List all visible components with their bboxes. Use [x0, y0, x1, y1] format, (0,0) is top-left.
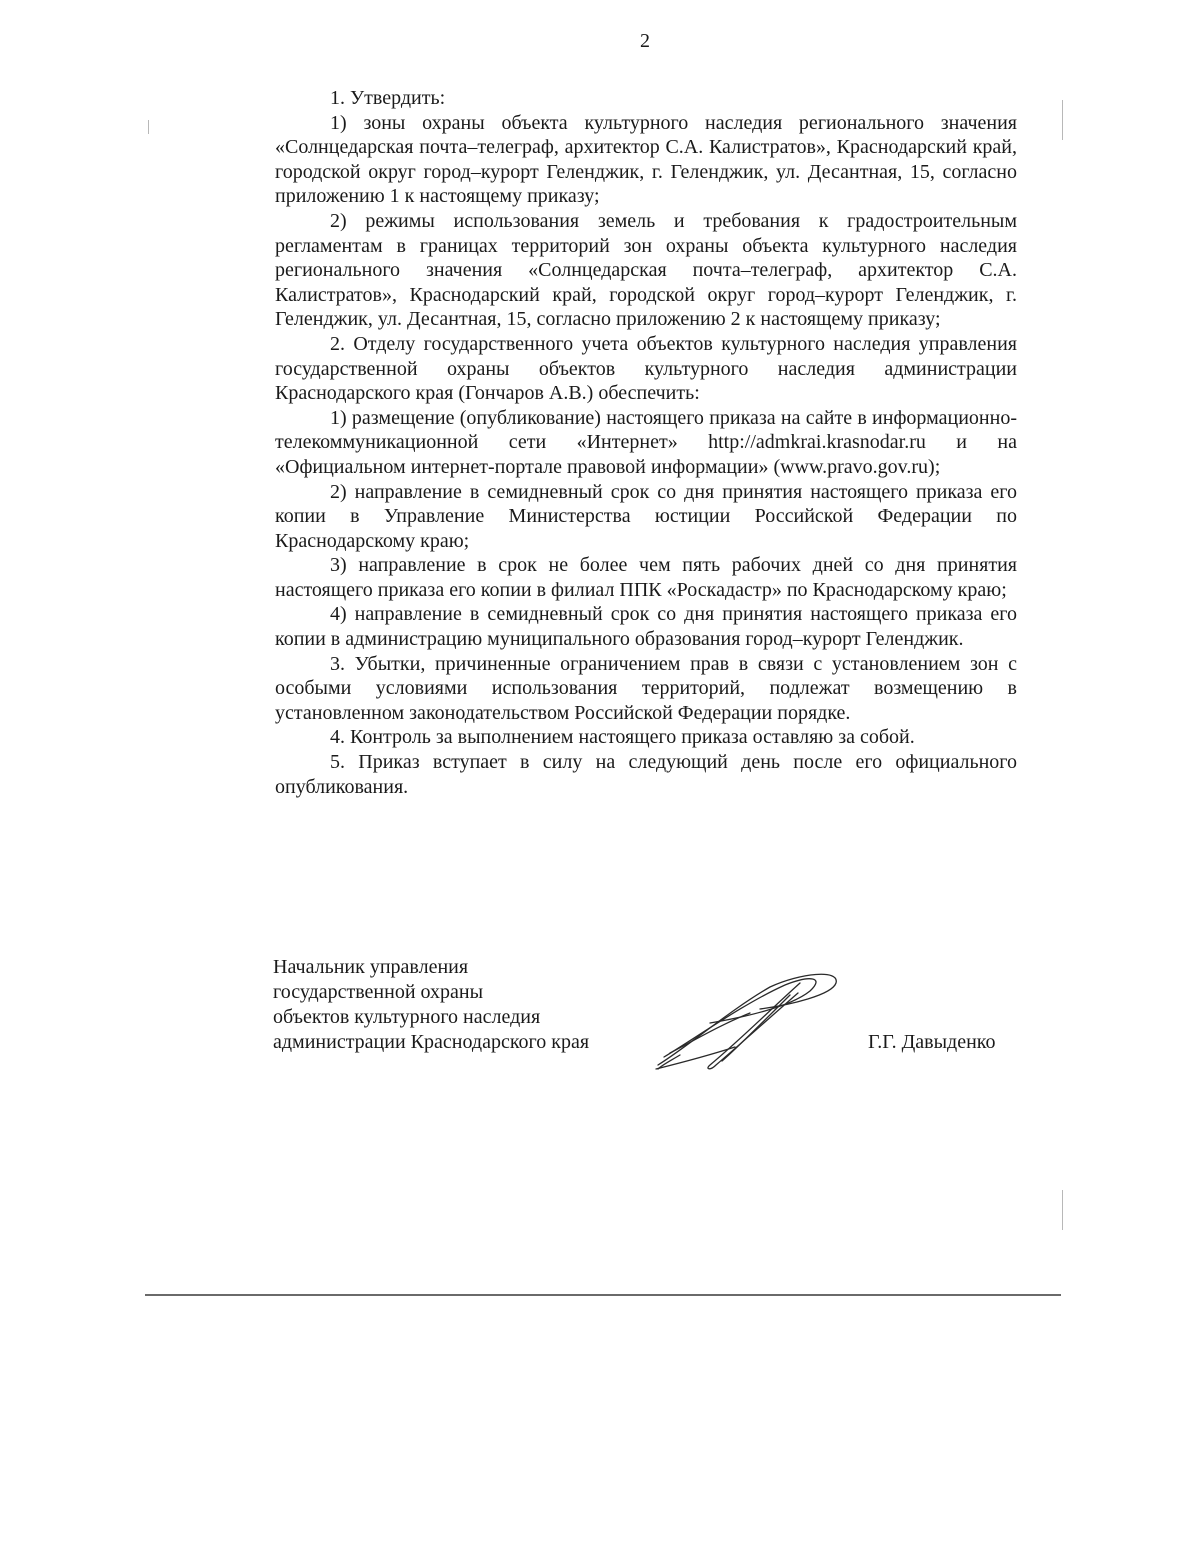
scan-edge-mark-right: [1062, 100, 1063, 140]
paragraph-ministry-copy: 2) направление в семидневный срок со дня принятия настоящего приказа его копии в Управление Министерства юстиции Российской Федерации по Краснодарскому краю;: [275, 480, 1017, 552]
paragraph-losses-compensation: 3. Убытки, причиненные ограничением прав в связи с установлением зон с особыми условиями использования территорий, подлежат возмещению в установленном законодательством Российской Федерации порядке.: [275, 652, 1017, 724]
paragraph-municipal-copy: 4) направление в семидневный срок со дня принятия настоящего приказа его копии в администрацию муниципального образования город–курорт Геленджик.: [275, 603, 1017, 651]
document-body: [275, 86, 1017, 799]
paragraph-publication: 1) размещение (опубликование) настоящего приказа на сайте в информационно-телекоммуникационной сети «Интернет» http://admkrai.krasnodar.ru и на «Официальном интернет-портале правовой информации» (www.pravo.gov.ru);: [275, 406, 1017, 478]
footer-rule: [145, 1294, 1061, 1296]
scan-edge-mark-right-lower: [1062, 1190, 1063, 1230]
signer-position: [273, 955, 589, 1055]
signer-position-line: администрации Краснодарского края: [273, 1031, 590, 1053]
paragraph-protection-zones: 1) зоны охраны объекта культурного наследия регионального значения «Солнцедарская почта–телеграф, архитектор С.А. Калистратов», Краснодарский край, городской округ город–курорт Геленджик, г. Геленджик, ул. Десантная, 15, согласно приложению 1 к настоящему приказу;: [275, 111, 1017, 208]
signer-position-line: Начальник управления: [273, 956, 469, 978]
paragraph-department-instructions: 2. Отделу государственного учета объектов культурного наследия управления государственной охраны объектов культурного наследия администрации Краснодарского края (Гончаров А.В.) обеспечить:: [275, 332, 1017, 405]
paragraph-approve: 1. Утвердить:: [330, 87, 446, 109]
page-number: 2: [640, 30, 650, 52]
paragraph-entry-into-force: 5. Приказ вступает в силу на следующий день после его официального опубликования.: [275, 751, 1017, 798]
paragraph-land-use-regimes: 2) режимы использования земель и требования к градостроительным регламентам в границах территорий зон охраны объекта культурного наследия регионального значения «Солнцедарская почта–телеграф, архитектор С.А. Калистратов», Краснодарский край, городской округ город–курорт Геленджик, г. Геленджик, ул. Десантная, 15, согласно приложению 2 к настоящему приказу;: [275, 209, 1017, 331]
signer-name: Г.Г. Давыденко: [868, 1031, 996, 1053]
scan-edge-mark-left: [148, 120, 149, 134]
handwritten-signature: [650, 965, 850, 1075]
paragraph-roskadastr-copy: 3) направление в срок не более чем пять рабочих дней со дня принятия настоящего приказа его копии в филиал ППК «Роскадастр» по Краснодарскому краю;: [275, 554, 1017, 601]
paragraph-control: 4. Контроль за выполнением настоящего приказа оставляю за собой.: [330, 726, 915, 749]
signer-position-line: государственной охраны: [273, 981, 484, 1003]
signer-position-line: объектов культурного наследия: [273, 1006, 541, 1028]
